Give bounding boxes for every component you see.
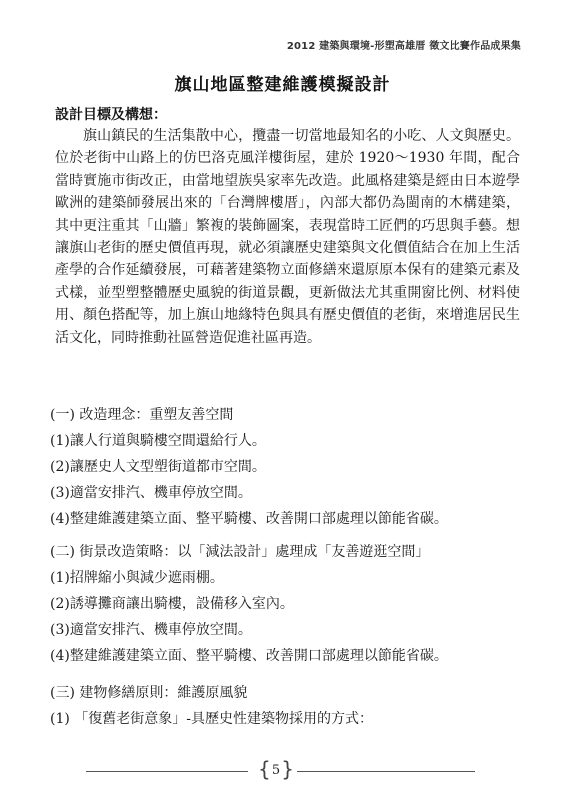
- list-item: (1)讓人行道與騎樓空間還給行人。: [50, 433, 266, 449]
- page-header: 2012 建築與環境-形塑高雄厝 徵文比賽作品成果集: [286, 41, 521, 52]
- page-number: { 5 }: [258, 760, 294, 782]
- section-renovation-concept: [50, 402, 520, 532]
- section-title: (二) 街景改造策略：以「減法設計」處理成「友善遊逛空間」: [50, 544, 430, 560]
- list-item: (2)誘導攤商讓出騎樓，設備移入室內。: [50, 596, 294, 612]
- section-title: (三) 建物修繕原則：維護原風貌: [50, 685, 248, 701]
- footer-divider-left: [86, 771, 248, 772]
- page-title: 旗山地區整建維護模擬設計: [174, 75, 391, 95]
- section-repair-principles: [50, 680, 520, 732]
- footer-divider-right: [297, 771, 475, 772]
- section-streetscape-strategy: [50, 539, 520, 669]
- list-item: (4)整建維護建築立面、整平騎樓、改善開口部處理以節能省碳。: [50, 511, 448, 527]
- list-item: (1) 「復舊老街意象」-具歷史性建築物採用的方式：: [50, 711, 374, 727]
- list-item: (3)適當安排汽、機車停放空間。: [50, 622, 252, 638]
- list-item: (3)適當安排汽、機車停放空間。: [50, 485, 252, 501]
- section-heading: 設計目標及構想：: [55, 107, 167, 123]
- section-title: (一) 改造理念：重塑友善空間: [50, 407, 234, 423]
- intro-paragraph: 旗山鎮民的生活集散中心，攬盡一切當地最知名的小吃、人文與歷史。位於老街中山路上的仿巴洛克風洋樓街屋，建於 1920～1930 年間，配合當時實施市街改正，由當地望族吳家率先改造。此風格建築是經由日本遊學歐洲的建築師發展出來的「台灣牌樓厝」，內部大都仍為閩南的木構建築，其中更注重其「山牆」繁複的裝飾圖案，表現當時工匠們的巧思與手藝。想讓旗山老街的歷史價值再現，就必須讓歷史建築與文化價值結合在加上生活產學的合作延續發展，可藉著建築物立面修繕來還原原本保有的建築元素及式樣，並型塑整體歷史風貌的街道景觀，更新做法尤其重開窗比例、材料使用、顏色搭配等，加上旗山地緣特色與具有歷史價值的老街，來增進居民生活文化，同時推動社區營造促進社區再造。: [55, 128, 520, 346]
- list-item: (4)整建維護建築立面、整平騎樓、改善開口部處理以節能省碳。: [50, 648, 448, 664]
- list-item: (1)招牌縮小與減少遮雨棚。: [50, 570, 224, 586]
- list-item: (2)讓歷史人文型塑街道都市空間。: [50, 459, 266, 475]
